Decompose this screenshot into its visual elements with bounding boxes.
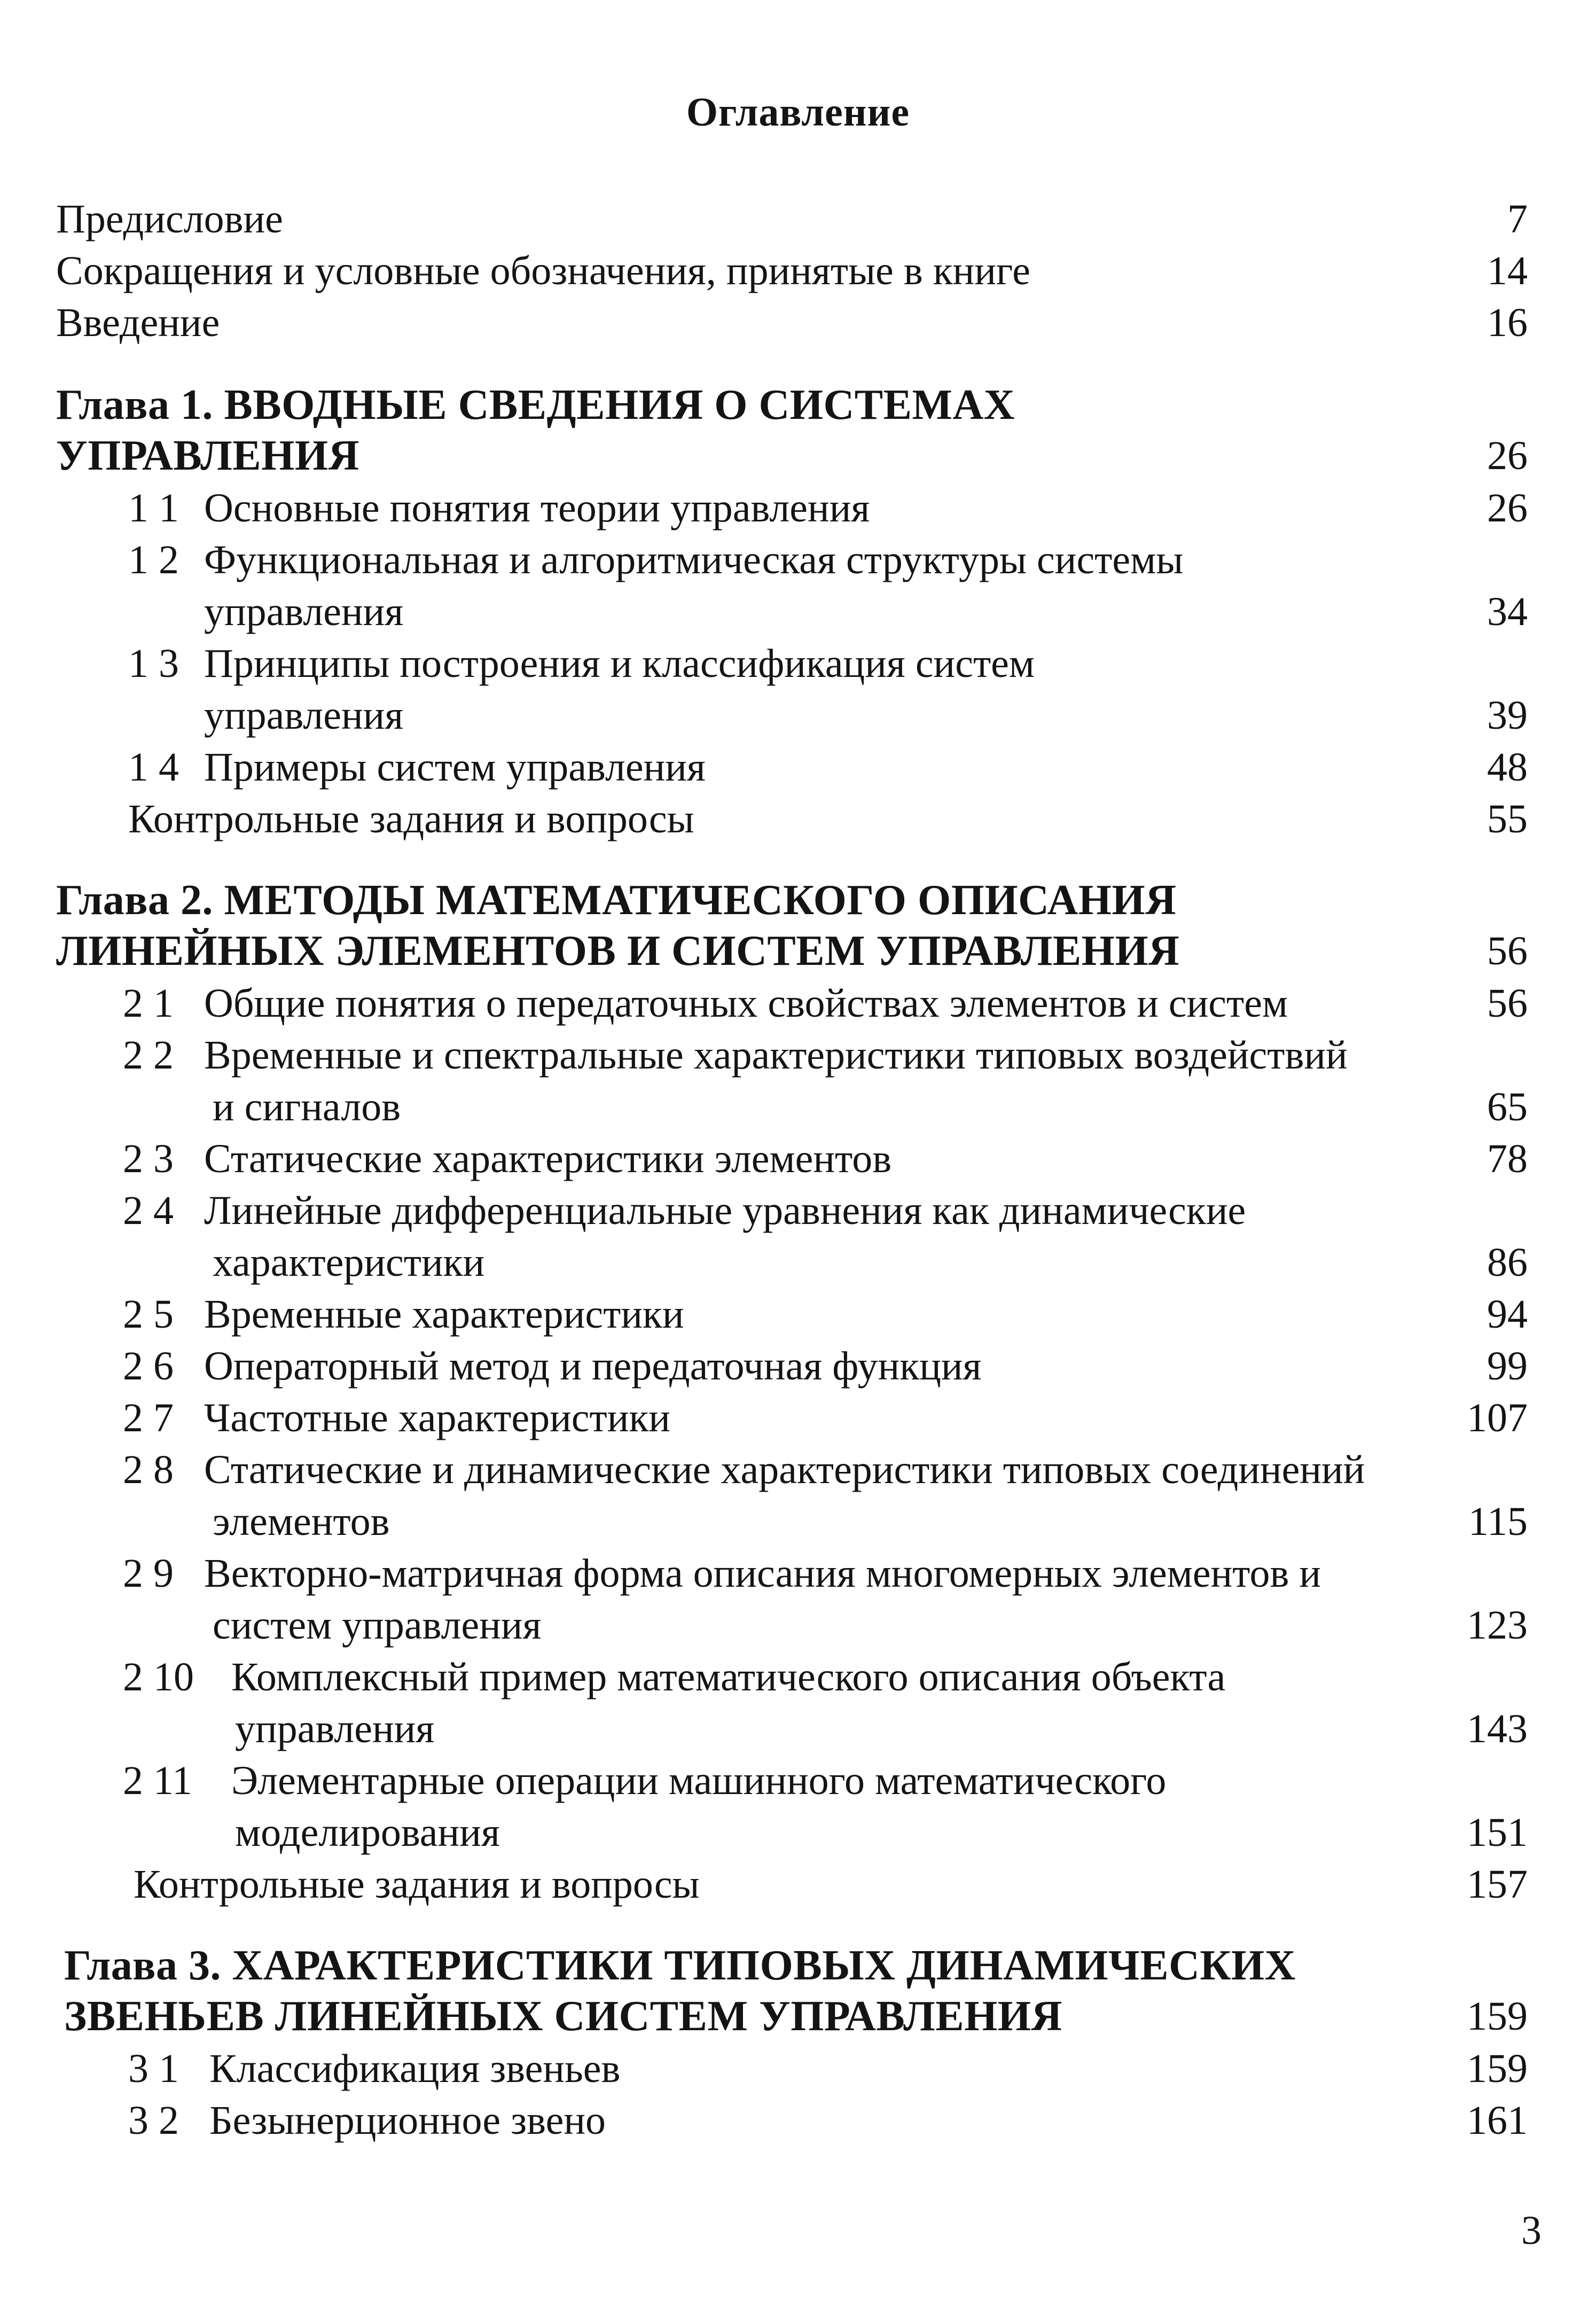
section-title-continued: систем управления <box>213 1603 542 1648</box>
toc-section <box>0 1755 1596 1807</box>
section-title: Статические характеристики элементов <box>204 1136 892 1181</box>
review-page: 157 <box>1467 1862 1528 1907</box>
chapter-page: 56 <box>1487 929 1528 973</box>
section-title: Элементарные операции машинного математического <box>231 1758 1167 1803</box>
chapter-page: 26 <box>1487 433 1528 478</box>
chapter-heading-line: Глава 2. МЕТОДЫ МАТЕМАТИЧЕСКОГО ОПИСАНИЯ <box>56 877 1177 924</box>
chapter-heading-line: Глава 1. ВВОДНЫЕ СВЕДЕНИЯ О СИСТЕМАХ <box>56 381 1015 428</box>
chapter-heading <box>0 379 1596 431</box>
chapter-heading-line: УПРАВЛЕНИЯ <box>56 432 359 479</box>
section-number: 2 10 <box>123 1655 194 1699</box>
section-page: 65 <box>1487 1085 1528 1129</box>
section-page: 34 <box>1487 589 1528 634</box>
section-page: 107 <box>1467 1395 1528 1440</box>
section-page: 94 <box>1487 1292 1528 1337</box>
section-number: 2 7 <box>123 1395 174 1440</box>
review-title: Контрольные задания и вопросы <box>128 797 694 841</box>
section-title: Примеры систем управления <box>204 745 706 790</box>
toc-section-continuation <box>0 1703 1596 1755</box>
section-title-continued: элементов <box>213 1499 390 1544</box>
section-page: 123 <box>1467 1603 1528 1648</box>
toc-review <box>0 793 1596 845</box>
section-title-continued: моделирования <box>235 1810 500 1855</box>
chapter-heading <box>0 875 1596 926</box>
section-title: Линейные дифференциальные уравнения как динамические <box>204 1188 1246 1233</box>
toc-entry <box>0 193 1596 245</box>
section-page: 78 <box>1487 1136 1528 1181</box>
section-title-continued: и сигналов <box>213 1085 401 1129</box>
toc-section <box>0 534 1596 586</box>
section-title-continued: характеристики <box>213 1240 485 1285</box>
section-title: Основные понятия теории управления <box>204 486 870 531</box>
section-page: 26 <box>1487 486 1528 531</box>
toc-section-continuation <box>0 586 1596 638</box>
section-number: 1 2 <box>128 537 179 582</box>
toc-section <box>0 1651 1596 1703</box>
section-title: Статические и динамические характеристики типовых соединений <box>204 1447 1365 1492</box>
toc-section <box>0 1185 1596 1237</box>
section-number: 2 4 <box>123 1188 174 1233</box>
section-title: Временные и спектральные характеристики типовых воздействий <box>204 1033 1348 1078</box>
toc-entry <box>0 297 1596 349</box>
section-title: Операторный метод и передаточная функция <box>204 1344 982 1389</box>
chapter-heading-line: Глава 3. ХАРАКТЕРИСТИКИ ТИПОВЫХ ДИНАМИЧЕСКИХ <box>64 1942 1296 1989</box>
section-title: Классификация звеньев <box>209 2046 621 2091</box>
chapter-heading-line: ЛИНЕЙНЫХ ЭЛЕМЕНТОВ И СИСТЕМ УПРАВЛЕНИЯ <box>56 927 1180 974</box>
section-page: 39 <box>1487 693 1528 738</box>
toc-section <box>0 638 1596 690</box>
toc-entry-title: Введение <box>56 300 220 345</box>
toc-section <box>0 1444 1596 1496</box>
toc-section <box>0 1289 1596 1340</box>
section-title: Принципы построения и классификация систем <box>204 641 1035 686</box>
section-title-continued: управления <box>204 693 404 738</box>
toc-section-continuation <box>0 690 1596 742</box>
chapter-heading <box>0 925 1596 977</box>
chapter-heading <box>0 1940 1596 1992</box>
page-number: 3 <box>1521 2208 1542 2253</box>
section-number: 2 5 <box>123 1292 174 1337</box>
section-number: 2 6 <box>123 1344 174 1389</box>
section-page: 86 <box>1487 1240 1528 1285</box>
toc-section <box>0 1030 1596 1081</box>
section-title: Временные характеристики <box>204 1292 684 1337</box>
section-title: Функциональная и алгоритмическая структуры системы <box>204 537 1184 582</box>
toc-entry <box>0 245 1596 297</box>
section-page: 56 <box>1487 981 1528 1026</box>
section-title-continued: управления <box>235 1706 435 1751</box>
toc-section <box>0 1133 1596 1185</box>
section-page: 159 <box>1467 2046 1528 2091</box>
section-number: 3 2 <box>128 2098 179 2143</box>
section-number: 2 1 <box>123 981 174 1026</box>
toc-entry-page: 16 <box>1487 300 1528 345</box>
section-title: Комплексный пример математического описания объекта <box>231 1655 1226 1699</box>
section-title: Векторно-матричная форма описания многомерных элементов и <box>204 1551 1321 1596</box>
section-page: 151 <box>1467 1810 1528 1855</box>
toc-entry-page: 7 <box>1507 197 1528 241</box>
section-number: 3 1 <box>128 2046 179 2091</box>
toc-entry-title: Предисловие <box>56 197 283 241</box>
toc-entry-page: 14 <box>1487 248 1528 293</box>
section-number: 2 2 <box>123 1033 174 1078</box>
review-page: 55 <box>1487 797 1528 841</box>
page-title: Оглавление <box>686 90 910 135</box>
toc-section <box>0 1340 1596 1392</box>
section-page: 143 <box>1467 1706 1528 1751</box>
toc-section-continuation <box>0 1600 1596 1651</box>
toc-section <box>0 2095 1596 2147</box>
chapter-page: 159 <box>1467 1994 1528 2039</box>
toc-entry-title: Сокращения и условные обозначения, принятые в книге <box>56 248 1030 293</box>
section-page: 161 <box>1467 2098 1528 2143</box>
section-title: Общие понятия о передаточных свойствах элементов и систем <box>204 981 1288 1026</box>
section-title: Частотные характеристики <box>204 1395 670 1440</box>
section-page: 99 <box>1487 1344 1528 1389</box>
toc-section <box>0 1392 1596 1444</box>
chapter-heading <box>0 430 1596 482</box>
section-page: 115 <box>1468 1499 1528 1544</box>
toc-section <box>0 2043 1596 2095</box>
section-page: 48 <box>1487 745 1528 790</box>
section-title-continued: управления <box>204 589 404 634</box>
toc-section-continuation <box>0 1081 1596 1133</box>
chapter-heading-line: ЗВЕНЬЕВ ЛИНЕЙНЫХ СИСТЕМ УПРАВЛЕНИЯ <box>64 1993 1062 2040</box>
section-number: 2 9 <box>123 1551 174 1596</box>
toc-section-continuation <box>0 1237 1596 1289</box>
section-number: 1 3 <box>128 641 179 686</box>
toc-section <box>0 742 1596 793</box>
review-title: Контрольные задания и вопросы <box>134 1862 700 1907</box>
section-number: 1 4 <box>128 745 179 790</box>
toc-review <box>0 1859 1596 1911</box>
section-number: 2 8 <box>123 1447 174 1492</box>
section-title: Безынерционное звено <box>209 2098 606 2143</box>
section-number: 2 3 <box>123 1136 174 1181</box>
toc-section-continuation <box>0 1496 1596 1548</box>
section-number: 1 1 <box>128 486 179 531</box>
toc-section-continuation <box>0 1807 1596 1859</box>
chapter-heading <box>0 1991 1596 2042</box>
toc-section <box>0 978 1596 1030</box>
toc-section <box>0 1548 1596 1600</box>
toc-section <box>0 482 1596 534</box>
section-number: 2 11 <box>123 1758 193 1803</box>
